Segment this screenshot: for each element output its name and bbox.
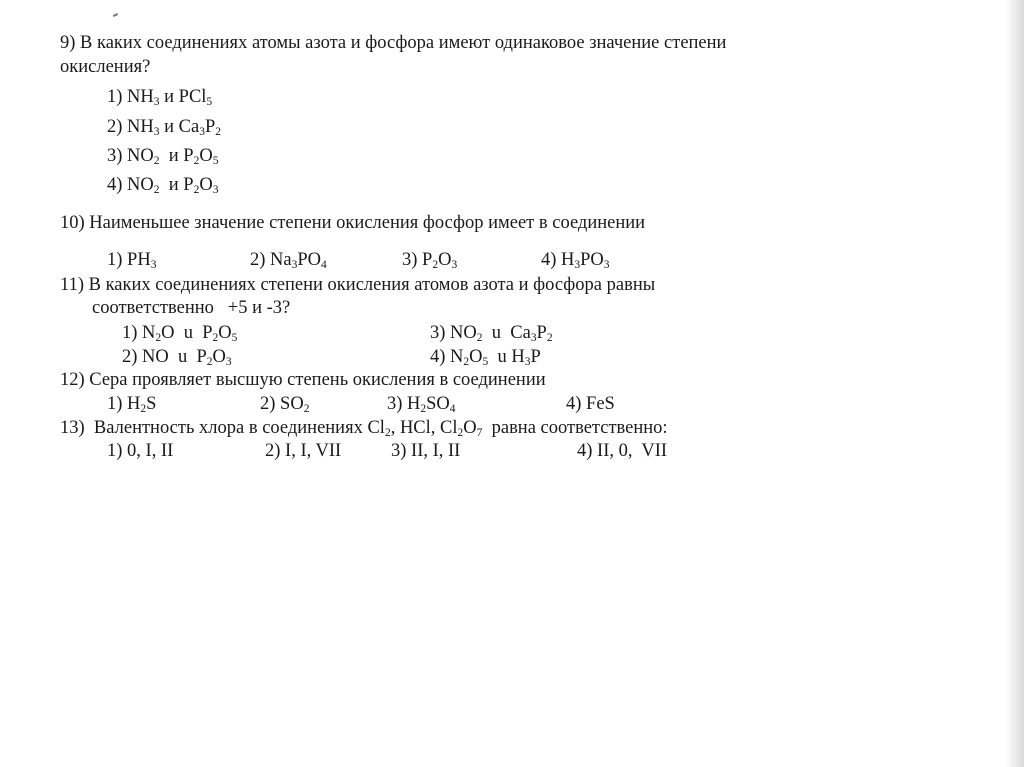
q12-option-2: 2) $SO_2$ [260, 394, 310, 415]
question-9-text-cont: окисления? [60, 57, 151, 77]
q10-option-3: 3) $P_2O_3$ [402, 250, 458, 271]
q13-option-2: 2) I, I, VII [265, 441, 342, 461]
q13-option-4: 4) II, 0, VII [577, 441, 668, 461]
q10-option-2: 2) $Na_3PO_4$ [250, 250, 327, 271]
q9-option-3: 3) $NO_2$ и $P_2O_5$ [107, 146, 219, 167]
stray-mark [113, 13, 118, 17]
q12-option-4: 4) FeS [566, 394, 615, 414]
question-9-text: 9) В каких соединениях атомы азота и фосфора имеют одинаковое значение степени [60, 33, 727, 53]
q10-option-1: 1) $PH_3$ [107, 250, 157, 271]
page-edge-shadow [1006, 0, 1024, 767]
q11-option-3: 3) $NO_2$ u $Ca_3P_2$ [430, 323, 553, 344]
q11-option-4: 4) $N_2O_5$ u $H_3P$ [430, 347, 541, 368]
question-10-text: 10) Наименьшее значение степени окисления фосфор имеет в соединении [60, 213, 646, 233]
q12-option-1: 1) $H_2S$ [107, 394, 157, 415]
q9-option-1: 1) $NH_3$ и PCl$_5$ [107, 87, 213, 108]
q11-option-1: 1) $N_2O$ u $P_2O_5$ [122, 323, 238, 344]
q12-option-3: 3) $H_2SO_4$ [387, 394, 456, 415]
q9-option-4: 4) $NO_2$ и $P_2O_3$ [107, 175, 219, 196]
question-12-text: 12) Сера проявляет высшую степень окисления в соединении [60, 370, 546, 390]
question-11-text: 11) В каких соединениях степени окисления атомов азота и фосфора равны [60, 275, 656, 295]
question-13-text: 13) Валентность хлора в соединениях $Cl_2$, HCl, $Cl_2O_7$ равна соответственно: [60, 418, 668, 439]
question-11-text-cont: соответственно +5 и -3? [92, 298, 291, 318]
q9-option-2: 2) $NH_3$ и $Ca_3P_2$ [107, 117, 221, 138]
q13-option-1: 1) 0, I, II [107, 441, 174, 461]
q13-option-3: 3) II, I, II [391, 441, 461, 461]
q10-option-4: 4) $H_3PO_3$ [541, 250, 610, 271]
q11-option-2: 2) NO u $P_2O_3$ [122, 347, 232, 368]
